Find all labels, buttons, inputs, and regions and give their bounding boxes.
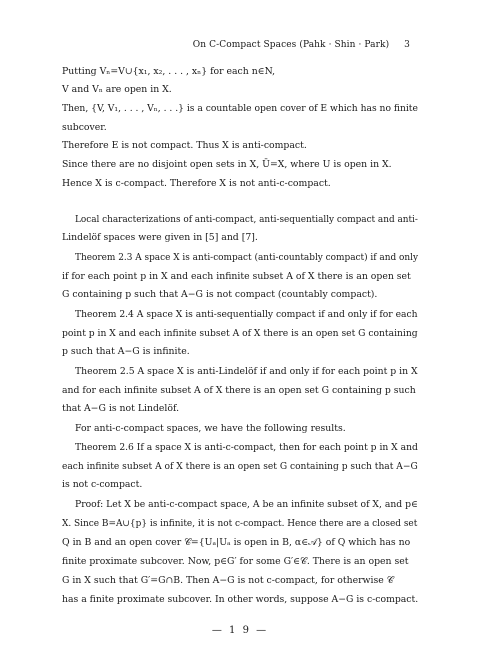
text-line: V and Vₙ are open in X. — [62, 84, 172, 95]
text-line: that A−G is not Lindelöf. — [62, 403, 180, 414]
text-line: For anti-c-compact spaces, we have the following results. — [75, 423, 346, 434]
running-title: On C-Compact Spaces (Pahk · Shin · Park) — [192, 40, 390, 50]
text-line: and for each infinite subset A of X there is an open set G containing p such — [62, 385, 416, 396]
text-line: Q in B and an open cover 𝒞={Uₐ|Uₐ is open in B, α∈𝒜} of Q which has no — [62, 537, 411, 548]
text-line: X. Since B=A∪{p} is infinite, it is not c-compact. Hence there are a closed set — [62, 519, 418, 529]
text-line: Since there are no disjoint open sets in X, Ū=X, where U is open in X. — [62, 159, 392, 170]
text-line: finite proximate subcover. Now, p∈G′ for some G′∈𝒞. There is an open set — [62, 556, 409, 567]
page-number: 3 — [404, 40, 410, 50]
text-line: Local characterizations of anti-compact, anti-sequentially compact and anti- — [75, 215, 418, 225]
text-line: G containing p such that A−G is not compact (countably compact). — [62, 289, 378, 300]
text-line: G in X such that G′=G∩B. Then A−G is not c-compact, for otherwise 𝒞 — [62, 575, 394, 586]
text-line: point p in X and each infinite subset A of X there is an open set G containing — [62, 328, 418, 339]
theorem-line: Theorem 2.3 A space X is anti-compact (anti-countably compact) if and only — [75, 253, 419, 263]
text-line: if for each point p in X and each infinite subset A of X there is an open set — [62, 271, 411, 282]
theorem-line: Theorem 2.5 A space X is anti-Lindelöf if and only if for each point p in X — [75, 366, 418, 377]
text-line: Putting Vₙ=V∪{x₁, x₂, . . . , xₙ} for each n∈N, — [62, 66, 276, 77]
text-line: each infinite subset A of X there is an open set G containing p such that A−G — [62, 462, 418, 472]
text-line: subcover. — [62, 122, 107, 133]
text-line: Lindelöf spaces were given in [5] and [7]. — [62, 232, 258, 243]
proof-line: Proof: Let X be anti-c-compact space, A be an infinite subset of X, and p∈ — [75, 499, 418, 510]
text-line: p such that A−G is infinite. — [62, 346, 190, 357]
running-header — [193, 40, 410, 50]
theorem-line: Theorem 2.6 If a space X is anti-c-compact, then for each point p in X and — [75, 442, 418, 453]
text-line: Then, {V, V₁, . . . , Vₙ, . . .} is a countable open cover of E which has no finite — [62, 103, 418, 114]
page-footer: — 1 9 — — [211, 625, 269, 636]
text-line: Therefore E is not compact. Thus X is anti-compact. — [62, 140, 307, 151]
text-line: is not c-compact. — [62, 479, 143, 490]
theorem-line: Theorem 2.4 A space X is anti-sequentially compact if and only if for each — [75, 309, 418, 320]
text-line: Hence X is c-compact. Therefore X is not anti-c-compact. — [62, 178, 331, 189]
text-line: has a finite proximate subcover. In other words, suppose A−G is c-compact. — [62, 594, 419, 605]
